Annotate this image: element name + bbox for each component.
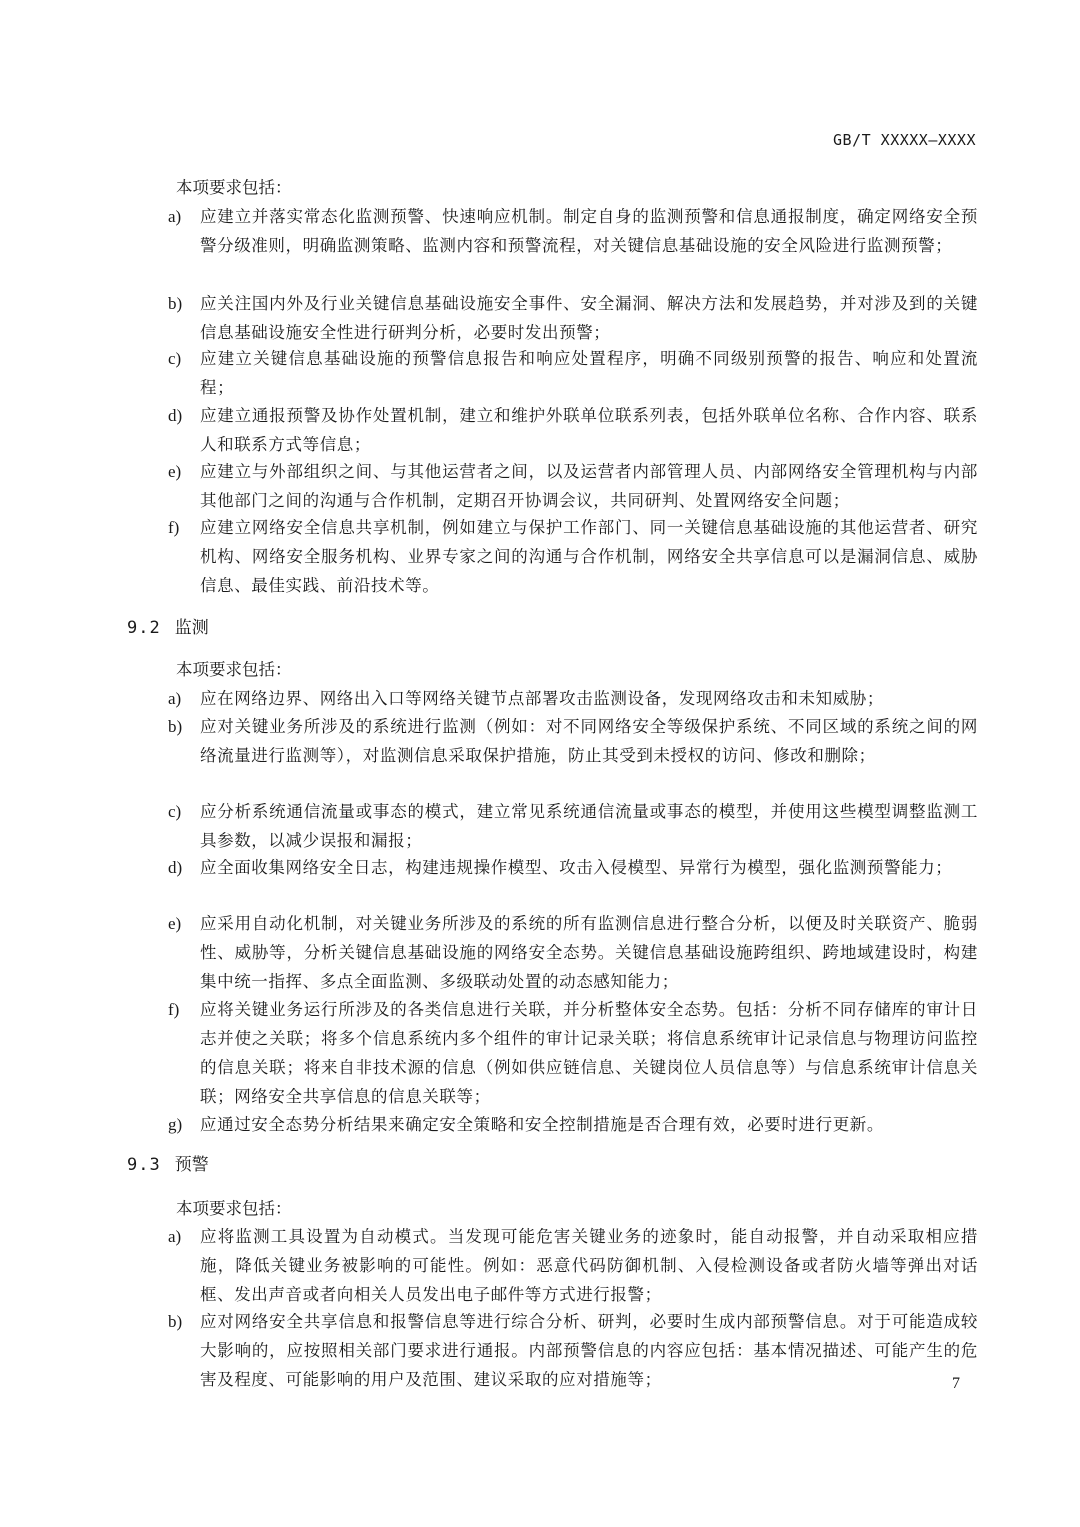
item-label: g) <box>168 1115 183 1134</box>
item-label: a) <box>168 1227 182 1246</box>
item-label: e) <box>168 914 182 933</box>
intro-text: 本项要求包括： <box>176 178 292 197</box>
item-text: 应建立并落实常态化监测预警、快速响应机制。制定自身的监测预警和信息通报制度，确定网络安全预警分级准则，明确监测策略、监测内容和预警流程，对关键信息基础设施的安全风险进行监测预警； <box>200 207 978 255</box>
item-label: f) <box>168 1000 180 1019</box>
section-number: 9.2 <box>127 618 161 638</box>
item-text: 应采用自动化机制，对关键业务所涉及的系统的所有监测信息进行整合分析，以便及时关联资产、脆弱性、威胁等，分析关键信息基础设施的网络安全态势。关键信息基础设施跨组织、跨地域建设时，构建集中统一指挥、多点全面监测、多级联动处置的动态感知能力； <box>200 914 978 991</box>
item-label: c) <box>168 349 182 368</box>
item-label: d) <box>168 406 183 425</box>
item-label: a) <box>168 207 182 226</box>
section-title: 预警 <box>174 1155 209 1175</box>
item-label: b) <box>168 717 183 736</box>
item-text: 应对关键业务所涉及的系统进行监测（例如：对不同网络安全等级保护系统、不同区域的系统之间的网络流量进行监测等），对监测信息采取保护措施，防止其受到未授权的访问、修改和删除； <box>200 717 978 765</box>
item-text: 应关注国内外及行业关键信息基础设施安全事件、安全漏洞、解决方法和发展趋势，并对涉及到的关键信息基础设施安全性进行研判分析，必要时发出预警； <box>200 294 978 342</box>
item-text: 应将监测工具设置为自动模式。当发现可能危害关键业务的迹象时，能自动报警，并自动采取相应措施，降低关键业务被影响的可能性。例如：恶意代码防御机制、入侵检测设备或者防火墙等弹出对话框、发出声音或者向相关人员发出电子邮件等方式进行报警； <box>200 1227 978 1304</box>
section-heading <box>127 614 209 643</box>
page-number: 7 <box>952 1375 960 1392</box>
item-label: b) <box>168 1312 183 1331</box>
intro-text: 本项要求包括： <box>176 1199 292 1218</box>
item-text: 应建立通报预警及协作处置机制，建立和维护外联单位联系列表，包括外联单位名称、合作内容、联系人和联系方式等信息； <box>200 406 978 454</box>
intro-text: 本项要求包括： <box>176 660 292 679</box>
item-text: 应分析系统通信流量或事态的模式，建立常见系统通信流量或事态的模型，并使用这些模型调整监测工具参数，以减少误报和漏报； <box>200 802 978 850</box>
item-text: 应对网络安全共享信息和报警信息等进行综合分析、研判，必要时生成内部预警信息。对于可能造成较大影响的，应按照相关部门要求进行通报。内部预警信息的内容应包括：基本情况描述、可能产生的危害及程度、可能影响的用户及范围、建议采取的应对措施等； <box>200 1312 978 1389</box>
item-label: f) <box>168 518 180 537</box>
item-label: e) <box>168 462 182 481</box>
item-text: 应在网络边界、网络出入口等网络关键节点部署攻击监测设备，发现网络攻击和未知威胁； <box>200 689 884 708</box>
item-text: 应建立关键信息基础设施的预警信息报告和响应处置程序，明确不同级别预警的报告、响应和处置流程； <box>200 349 978 397</box>
item-label: c) <box>168 802 182 821</box>
item-text: 应建立与外部组织之间、与其他运营者之间，以及运营者内部管理人员、内部网络安全管理机构与内部其他部门之间的沟通与合作机制，定期召开协调会议，共同研判、处置网络安全问题； <box>200 462 978 510</box>
item-label: b) <box>168 294 183 313</box>
item-label: a) <box>168 689 182 708</box>
item-label: d) <box>168 858 183 877</box>
section-title: 监测 <box>174 618 209 638</box>
item-text: 应通过安全态势分析结果来确定安全策略和安全控制措施是否合理有效，必要时进行更新。 <box>200 1115 884 1134</box>
item-text: 应全面收集网络安全日志，构建违规操作模型、攻击入侵模型、异常行为模型，强化监测预警能力； <box>200 858 953 877</box>
section-number: 9.3 <box>127 1155 161 1175</box>
standard-number: GB/T XXXXX—XXXX <box>833 131 976 149</box>
item-text: 应建立网络安全信息共享机制，例如建立与保护工作部门、同一关键信息基础设施的其他运营者、研究机构、网络安全服务机构、业界专家之间的沟通与合作机制，网络安全共享信息可以是漏洞信息、威胁信息、最佳实践、前沿技术等。 <box>200 518 978 595</box>
section-heading <box>127 1151 209 1180</box>
item-text: 应将关键业务运行所涉及的各类信息进行关联，并分析整体安全态势。包括：分析不同存储库的审计日志并使之关联；将多个信息系统内多个组件的审计记录关联；将信息系统审计记录信息与物理访问监控的信息关联；将来自非技术源的信息（例如供应链信息、关键岗位人员信息等）与信息系统审计信息关联；网络安全共享信息的信息关联等； <box>200 1000 978 1106</box>
